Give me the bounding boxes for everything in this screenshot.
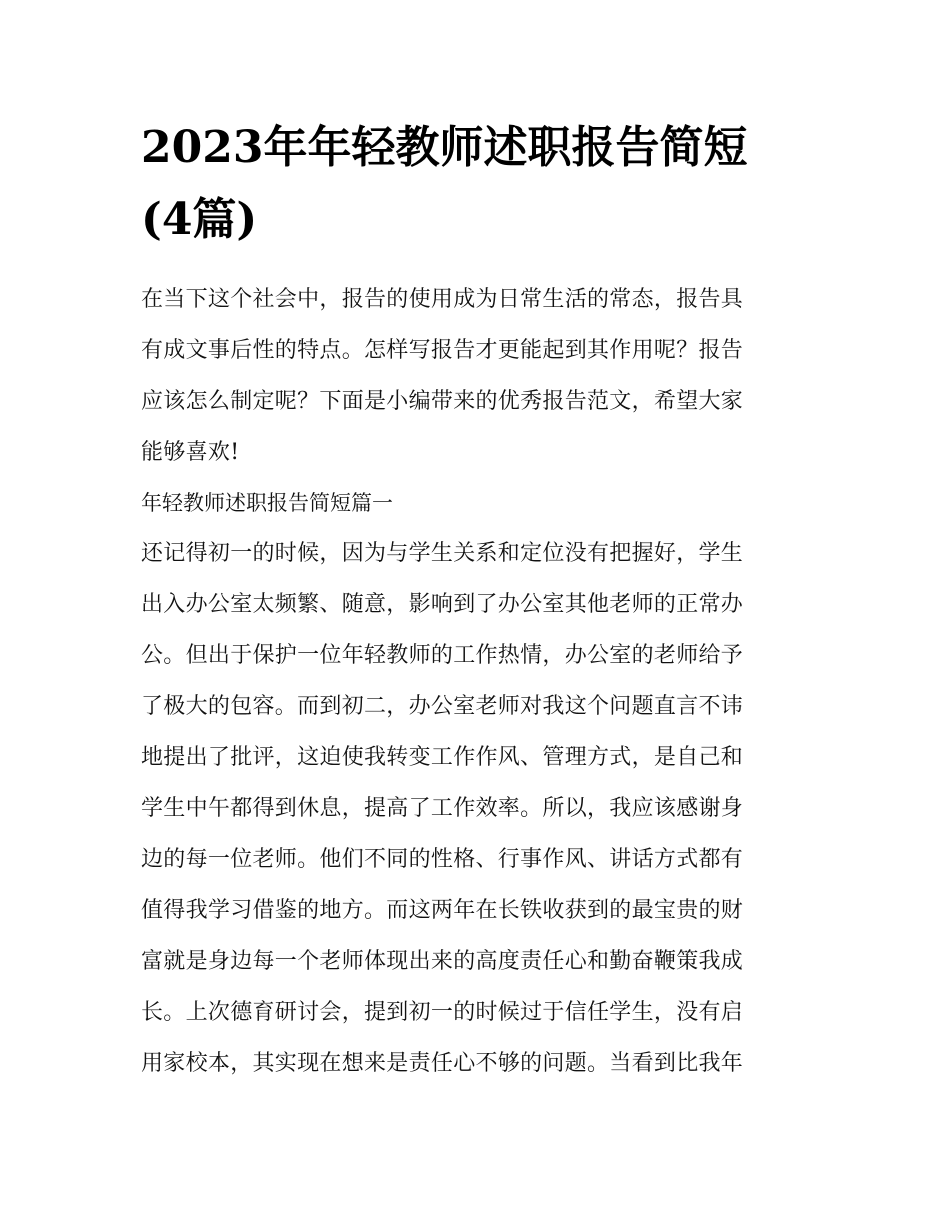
section-line: 富就是身边每一个老师体现出来的高度责任心和勤奋鞭策我成 <box>141 949 744 974</box>
section-line: 地提出了批评，这迫使我转变工作作风、管理方式，是自己和 <box>141 745 744 770</box>
intro-line: 应该怎么制定呢？下面是小编带来的优秀报告范文，希望大家 <box>141 389 744 414</box>
section-heading-block <box>141 478 813 529</box>
title-line-2: (4篇) <box>141 194 258 245</box>
intro-line: 在当下这个社会中，报告的使用成为日常生活的常态，报告具 <box>141 287 744 312</box>
section-line: 值得我学习借鉴的地方。而这两年在长铁收获到的最宝贵的财 <box>141 898 744 923</box>
intro-line: 能够喜欢! <box>141 440 240 465</box>
section-line: 还记得初一的时候，因为与学生关系和定位没有把握好，学生 <box>141 541 744 566</box>
section-line: 了极大的包容。而到初二，办公室老师对我这个问题直言不讳 <box>141 694 744 719</box>
section-paragraph <box>141 528 813 1089</box>
section-line: 用家校本，其实现在想来是责任心不够的问题。当看到比我年 <box>141 1051 744 1076</box>
section-line: 出入办公室太频繁、随意，影响到了办公室其他老师的正常办 <box>141 592 744 617</box>
section-line: 边的每一位老师。他们不同的性格、行事作风、讲话方式都有 <box>141 847 744 872</box>
section-line: 学生中午都得到休息，提高了工作效率。所以，我应该感谢身 <box>141 796 744 821</box>
document-title <box>141 112 813 256</box>
intro-paragraph <box>141 274 813 478</box>
section-line: 公。但出于保护一位年轻教师的工作热情，办公室的老师给予 <box>141 643 744 668</box>
section-line: 长。上次德育研讨会，提到初一的时候过于信任学生，没有启 <box>141 1000 744 1025</box>
section-heading: 年轻教师述职报告简短篇一 <box>141 491 393 515</box>
title-line-1: 2023年年轻教师述职报告简短 <box>141 122 748 173</box>
intro-line: 有成文事后性的特点。怎样写报告才更能起到其作用呢？报告 <box>141 338 744 363</box>
